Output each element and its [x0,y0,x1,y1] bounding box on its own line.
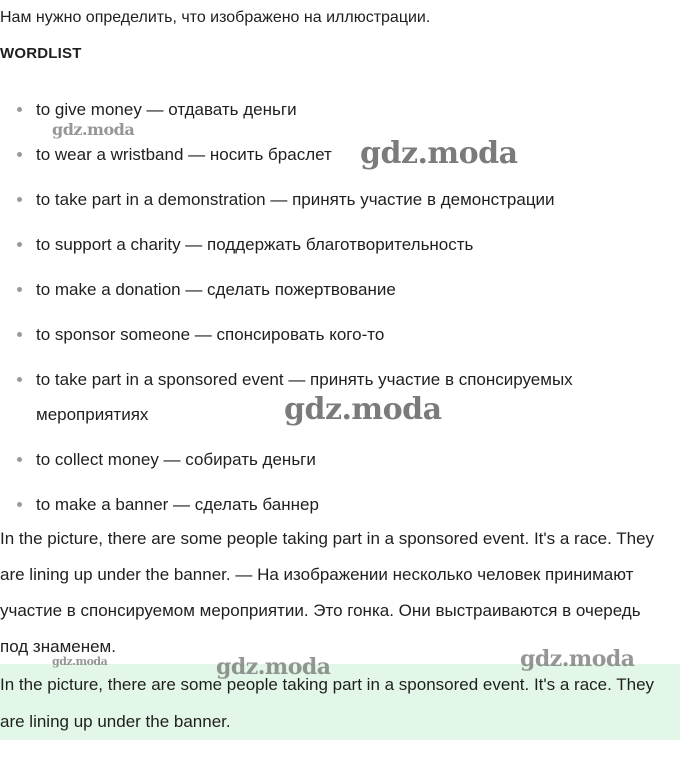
list-item: to sponsor someone — спонсировать кого-то [0,317,680,352]
answer-paragraph: In the picture, there are some people taking part in a sponsored event. It's a race. They are lining up under the banner. — На изображении несколько человек принимают участие в спонсируемом мероприятии. Это гонка. Они выстраиваются в очередь под знаменем. [0,529,655,656]
watermark-logo: gdz.moda [284,392,442,427]
list-item: to make a donation — сделать пожертвование [0,272,680,307]
list-item: to take part in a demonstration — принять участие в демонстрации [0,182,680,217]
intro-text: Нам нужно определить, что изображено на иллюстрации. [0,9,431,26]
list-item: to collect money — собирать деньги [0,442,680,477]
watermark-logo: gdz.moda [52,655,108,668]
watermark-logo: gdz.moda [216,654,331,680]
wordlist [0,92,680,532]
wordlist-heading: WORDLIST [0,45,82,62]
list-item: to give money — отдавать деньги [0,92,680,127]
list-item: to support a charity — поддержать благотворительность [0,227,680,262]
watermark-logo: gdz.moda [360,136,518,171]
watermark-logo: gdz.moda [52,120,135,139]
list-item: to make a banner — сделать баннер [0,487,680,522]
answer-highlight-box [0,664,680,740]
list-item: to take part in a sponsored event — принять участие в спонсируемых мероприятиях [0,362,680,432]
list-item: to wear a wristband — носить браслет [0,137,680,172]
watermark-logo: gdz.moda [520,646,635,672]
highlight-text: In the picture, there are some people taking part in a sponsored event. It's a race. They are lining up under the banner. [0,675,655,731]
